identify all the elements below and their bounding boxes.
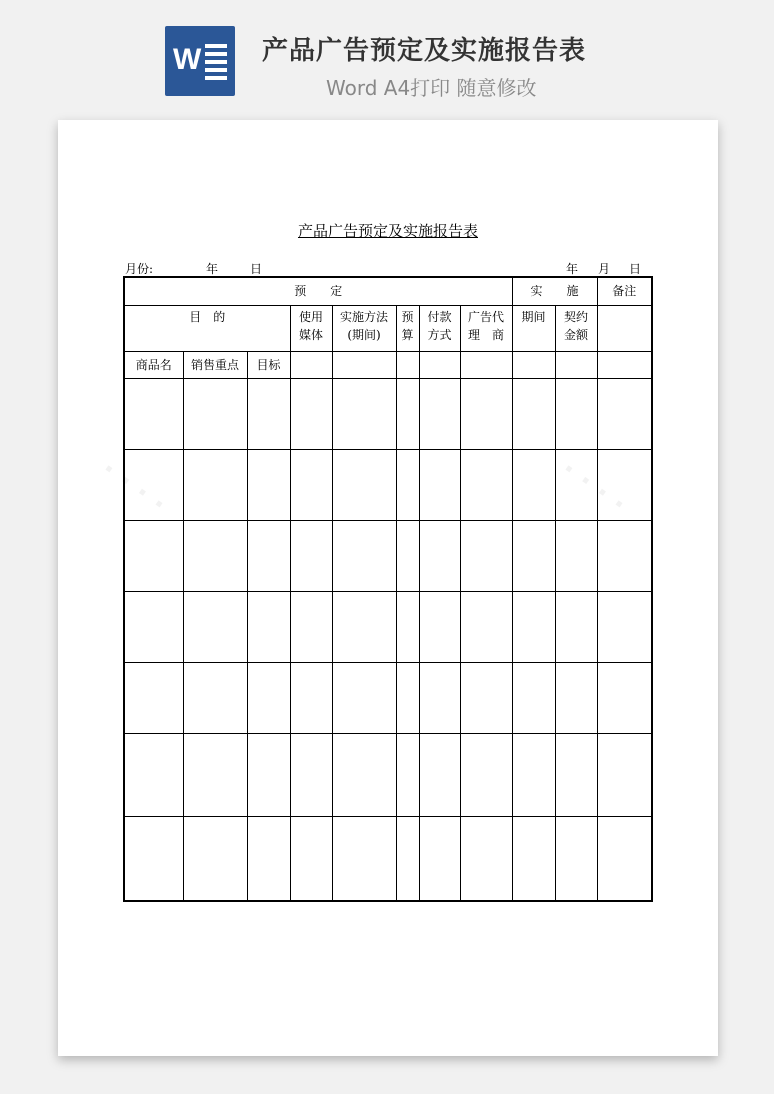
agency-header: 广告代 理 商 [460,305,512,351]
right-day-label: 日 [629,262,642,276]
product-name-header: 商品名 [124,351,183,378]
right-year-label: 年 [566,262,579,276]
table-row [124,733,652,816]
contract-header: 契约 金额 [555,305,597,351]
table-row [124,305,652,351]
watermark: · · · · [555,452,633,521]
remark-cell [597,305,652,351]
remark-header: 备注 [597,277,652,305]
implement-header: 实 施 [512,277,597,305]
budget-header: 预 算 [396,305,419,351]
table-row [124,351,652,378]
sales-focus-header: 销售重点 [183,351,247,378]
document-title-text: 产品广告预定及实施报告表 [297,222,478,240]
word-icon [165,26,235,96]
target-header: 目标 [247,351,290,378]
media-header: 使用 媒体 [290,305,332,351]
left-day-label: 日 [250,262,263,276]
period-header: 期间 [512,305,555,351]
table-row [124,520,652,591]
page-header [0,0,774,110]
word-icon-lines [205,44,227,84]
table-row [124,816,652,901]
report-table [123,276,653,902]
left-year-label: 年 [206,262,219,276]
table-row [124,449,652,520]
payment-header: 付款 方式 [419,305,460,351]
table-row [124,591,652,662]
word-icon-letter: W [173,43,202,76]
app-title: 产品广告预定及实施报告表 [262,36,587,66]
app-subtitle: Word A4打印 随意修改 [326,76,537,100]
table-row [124,662,652,733]
booking-header: 预 定 [124,277,512,305]
document-page [58,120,718,1056]
table-row [124,378,652,449]
watermark: · · · · [95,452,173,521]
right-month-label: 月 [598,262,611,276]
table-row [124,277,652,305]
document-title [58,220,718,241]
month-label: 月份: [125,262,154,276]
method-header: 实施方法 (期间) [332,305,396,351]
purpose-header: 目 的 [124,305,290,351]
